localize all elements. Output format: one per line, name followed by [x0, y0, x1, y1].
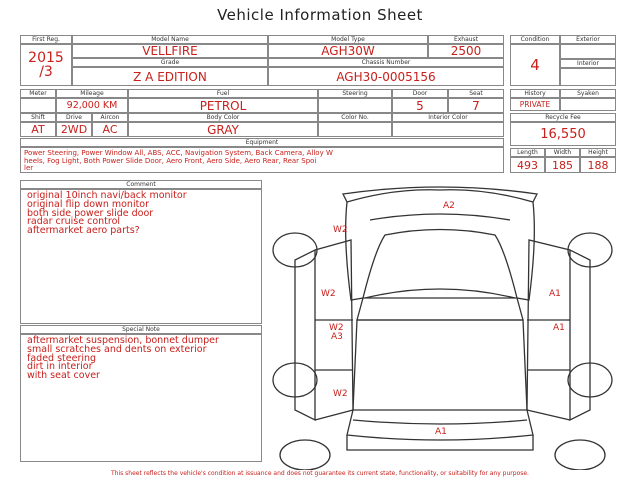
recycle-fee-value: 16,550 — [510, 122, 616, 146]
interior-color-header: Interior Color — [392, 113, 504, 122]
exterior-value — [560, 44, 616, 59]
interior-color-value — [392, 122, 504, 137]
damage-mark: A2 — [443, 201, 455, 211]
equipment-line: Power Steering, Power Window All, ABS, ACC, Navigation System, Back Camera, Alloy W — [24, 149, 333, 157]
wheel-bottom-left — [280, 440, 330, 470]
special-note-line: small scratches and dents on exterior — [27, 343, 207, 355]
history-header: History — [510, 89, 560, 98]
comment-line: original flip down monitor — [27, 198, 150, 210]
special-note-line: dirt in interior — [27, 361, 93, 373]
first-reg-cell — [20, 44, 72, 86]
color-no-header: Color No. — [318, 113, 392, 122]
height-value: 188 — [580, 157, 616, 173]
comment-line: original 10inch navi/back monitor — [27, 190, 187, 201]
comment-line: radar cruise control — [27, 216, 121, 228]
damage-mark: A1 — [435, 427, 447, 437]
special-note-line: faded steering — [27, 352, 97, 364]
sheet-title: Vehicle Information Sheet — [217, 6, 423, 24]
damage-mark: A1 — [553, 323, 565, 333]
grade-header: Grade — [72, 58, 268, 67]
damage-mark: W2 — [329, 323, 344, 333]
exterior-header: Exterior — [560, 35, 616, 44]
equipment-header: Equipment — [20, 138, 504, 147]
first-reg-year: 2015 — [28, 50, 64, 66]
chassis-header: Chassis Number — [268, 58, 504, 67]
syaken-header: Syaken — [560, 89, 616, 98]
seat-header: Seat — [448, 89, 504, 98]
color-no-value — [318, 122, 392, 137]
drive-value: 2WD — [56, 122, 92, 137]
mileage-value: 92,000 KM — [56, 98, 128, 113]
meter-value — [20, 98, 56, 113]
disclaimer-footer: This sheet reflects the vehicle's condition at issuance and does not guarantee its current state, functionality, or suitability for any purpose. — [111, 470, 529, 477]
exhaust-header: Exhaust — [428, 35, 504, 44]
damage-mark: A1 — [549, 289, 561, 299]
special-note-header: Special Note — [20, 325, 262, 334]
first-reg-header: First Reg. — [20, 35, 72, 44]
length-header: Length — [510, 148, 545, 157]
comment-header: Comment — [20, 180, 262, 189]
special-note-line: with seat cover — [27, 370, 100, 382]
special-note-line: aftermarket suspension, bonnet dumper — [27, 335, 219, 346]
model-type-header: Model Type — [268, 35, 428, 44]
wheel-bottom-right — [555, 440, 605, 470]
model-type-value: AGH30W — [268, 44, 428, 58]
body-color-header: Body Color — [128, 113, 318, 122]
aircon-header: Aircon — [92, 113, 128, 122]
damage-mark: W2 — [333, 225, 348, 235]
door-header: Door — [392, 89, 448, 98]
equipment-box — [20, 147, 504, 173]
special-note-box — [20, 334, 262, 462]
comment-line: both side power slide door — [27, 207, 154, 219]
model-name-value: VELLFIRE — [72, 44, 268, 58]
shift-value: AT — [20, 122, 56, 137]
damage-mark: W2 — [333, 389, 348, 399]
steering-value — [318, 98, 392, 113]
drive-header: Drive — [56, 113, 92, 122]
width-header: Width — [545, 148, 580, 157]
aircon-value: AC — [92, 122, 128, 137]
body-color-value: GRAY — [128, 122, 318, 137]
interior-header: Interior — [560, 59, 616, 68]
grade-value: Z A EDITION — [72, 67, 268, 86]
seat-value: 7 — [448, 98, 504, 113]
damage-mark: A3 — [331, 332, 343, 342]
first-reg-month: /3 — [39, 64, 53, 80]
comment-line: aftermarket aero parts? — [27, 225, 140, 237]
shift-header: Shift — [20, 113, 56, 122]
car-damage-diagram — [265, 180, 620, 470]
meter-header: Meter — [20, 89, 56, 98]
fuel-value: PETROL — [128, 98, 318, 113]
exhaust-value: 2500 — [428, 44, 504, 58]
height-header: Height — [580, 148, 616, 157]
syaken-value — [560, 98, 616, 111]
chassis-value: AGH30-0005156 — [268, 67, 504, 86]
condition-header: Condition — [510, 35, 560, 44]
width-value: 185 — [545, 157, 580, 173]
steering-header: Steering — [318, 89, 392, 98]
mileage-header: Mileage — [56, 89, 128, 98]
condition-value: 4 — [510, 44, 560, 86]
door-value: 5 — [392, 98, 448, 113]
length-value: 493 — [510, 157, 545, 173]
history-value: PRIVATE — [510, 98, 560, 111]
equipment-line: ler — [24, 164, 34, 172]
equipment-line: heels, Fog Light, Both Power Slide Door, Aero Front, Aero Side, Aero Rear, Rear Spoi — [24, 156, 317, 165]
model-name-header: Model Name — [72, 35, 268, 44]
fuel-header: Fuel — [128, 89, 318, 98]
comment-box — [20, 189, 262, 324]
recycle-fee-header: Recycle Fee — [510, 113, 616, 122]
damage-mark: W2 — [321, 289, 336, 299]
interior-value — [560, 68, 616, 86]
